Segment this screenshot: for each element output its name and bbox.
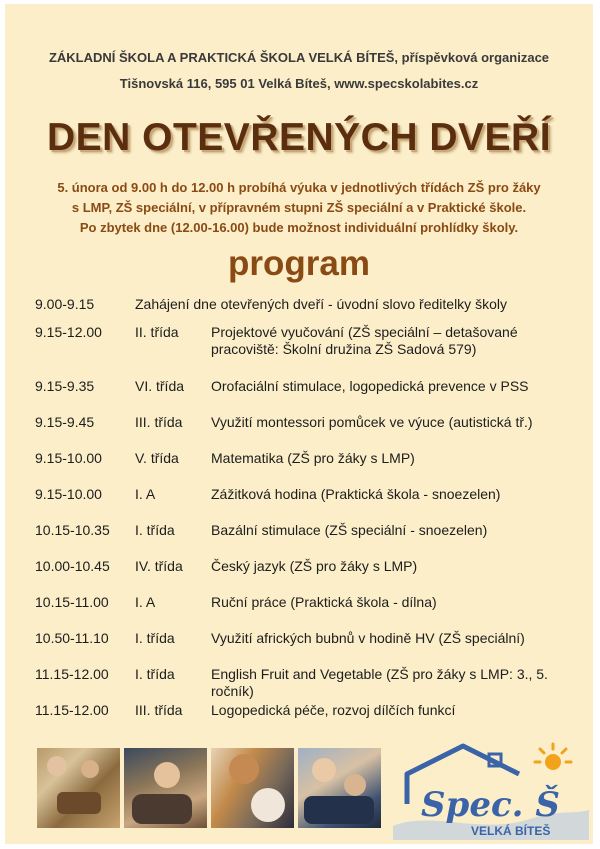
classroom-photo [124, 748, 207, 828]
school-address: Tišnovská 116, 595 01 Velká Bíteš, www.specskolabites.cz [119, 76, 479, 91]
classroom-photo [298, 748, 381, 828]
schedule-activity: English Fruit and Vegetable (ZŠ pro žáky s LMP: 3., 5. ročník) [211, 666, 548, 699]
classroom-photo [211, 748, 294, 828]
schedule-activity: Využití montessori pomůcek ve výuce (autistická tř.) [211, 414, 533, 430]
schedule-time: 10.50-11.10 [35, 630, 109, 646]
schedule-time: 11.15-12.00 [35, 702, 109, 718]
schedule-class: I. A [135, 486, 156, 502]
schedule-activity: Projektové vyučování (ZŠ speciální – detašované pracoviště: Školní družina ZŠ Sadová 579) [211, 324, 518, 357]
intro-line: 5. února od 9.00 h do 12.00 h probíhá výuka v jednotlivých třídách ZŠ pro žáky [57, 180, 541, 195]
program-title: program [228, 244, 370, 283]
schedule-activity: Orofaciální stimulace, logopedická prevence v PSS [211, 378, 529, 394]
schedule-activity: Logopedická péče, rozvoj dílčích funkcí [211, 702, 456, 718]
schedule-activity: Bazální stimulace (ZŠ speciální - snoezelen) [211, 522, 488, 538]
schedule-class: I. třída [135, 666, 175, 682]
schedule-time: 10.15-11.00 [35, 594, 109, 610]
schedule-activity: Využití afrických bubnů v hodině HV (ZŠ speciální) [211, 630, 525, 646]
schedule-class: V. třída [135, 450, 179, 466]
schedule-time: 9.15-10.00 [35, 486, 102, 502]
schedule-time: 10.00-10.45 [35, 558, 110, 574]
schedule-time: 9.00-9.15 [35, 296, 95, 312]
intro-text [25, 178, 573, 238]
page-title: DEN OTEVŘENÝCH DVEŘÍ [46, 116, 552, 159]
schedule-activity: Matematika (ZŠ pro žáky s LMP) [211, 450, 415, 466]
photo-strip [37, 748, 381, 828]
schedule-activity: Ruční práce (Praktická škola - dílna) [211, 594, 437, 610]
classroom-photo [37, 748, 120, 828]
schedule-class: VI. třída [135, 378, 185, 394]
intro-line: Po zbytek dne (12.00-16.00) bude možnost individuální prohlídky školy. [79, 220, 519, 235]
school-name: ZÁKLADNÍ ŠKOLA A PRAKTICKÁ ŠKOLA VELKÁ BÍTEŠ, příspěvková organizace [48, 50, 550, 65]
schedule-class: I. třída [135, 630, 175, 646]
school-logo [393, 740, 589, 840]
schedule-activity: Zážitková hodina (Praktická škola - snoezelen) [211, 486, 501, 502]
schedule-activity: Zahájení dne otevřených dveří - úvodní slovo ředitelky školy [135, 296, 507, 312]
schedule-time: 9.15-9.45 [35, 414, 95, 430]
schedule-class: I. třída [135, 522, 175, 538]
schedule-class: II. třída [135, 324, 179, 340]
schedule-activity: Český jazyk (ZŠ pro žáky s LMP) [211, 558, 418, 574]
sun-icon [535, 744, 571, 770]
schedule-time: 10.15-10.35 [35, 522, 110, 538]
poster [5, 4, 593, 844]
schedule-class: IV. třída [135, 558, 183, 574]
schedule-class: III. třída [135, 414, 183, 430]
schedule-class: III. třída [135, 702, 183, 718]
schedule-time: 9.15-10.00 [35, 450, 102, 466]
logo-text: Spec. Š [421, 785, 560, 825]
schedule-time: 11.15-12.00 [35, 666, 109, 682]
schedule-time: 9.15-9.35 [35, 378, 95, 394]
schedule-class: I. A [135, 594, 156, 610]
logo-subtext: VELKÁ BÍTEŠ [471, 824, 551, 838]
intro-line: s LMP, ZŠ speciální, v přípravném stupni ZŠ speciální a v Praktické škole. [71, 200, 527, 215]
schedule-time: 9.15-12.00 [35, 324, 102, 340]
